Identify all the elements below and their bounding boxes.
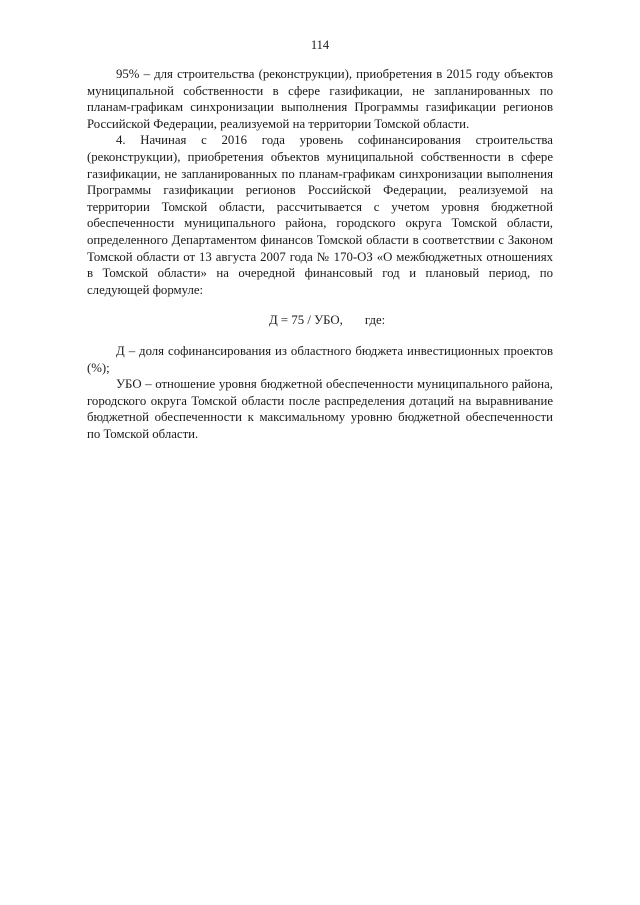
document-page	[87, 0, 553, 905]
paragraph-95-percent: 95% – для строительства (реконструкции), приобретения в 2015 году объектов муниципальной собственности в сфере газификации, не запланированных по планам-графикам синхронизации выполнения Программы газификации регионов Российской Федерации, реализуемой на территории Томской области.	[87, 67, 553, 131]
definition-d: Д – доля софинансирования из областного бюджета инвестиционных проектов (%);	[87, 343, 553, 375]
document-body	[87, 66, 553, 442]
definition-ubo: УБО – отношение уровня бюджетной обеспеченности муниципального района, городского округа Томской области после распределения дотаций на выравнивание бюджетной обеспеченности к максимальному уровню бюджетной обеспеченности по Томской области.	[87, 377, 553, 441]
formula-where: где:	[364, 313, 386, 328]
formula-expression: Д = 75 / УБО,	[269, 313, 343, 328]
page-number: 114	[310, 38, 330, 52]
paragraph-item-4: 4. Начиная с 2016 года уровень софинансирования строительства (реконструкции), приобретения объектов муниципальной собственности в сфере газификации, не запланированных по планам-графикам синхронизации выполнения Программы газификации регионов Российской Федерации, реализуемой на территории Томской области, рассчитывается с учетом уровня бюджетной обеспеченности муниципального района, городского округа Томской области, определенного Департаментом финансов Томской области в соответствии с Законом Томской области от 13 августа 2007 года № 170-ОЗ «О межбюджетных отношениях в Томской области» на очередной финансовый год и плановый период, по следующей формуле:	[87, 133, 553, 297]
formula	[87, 312, 553, 329]
